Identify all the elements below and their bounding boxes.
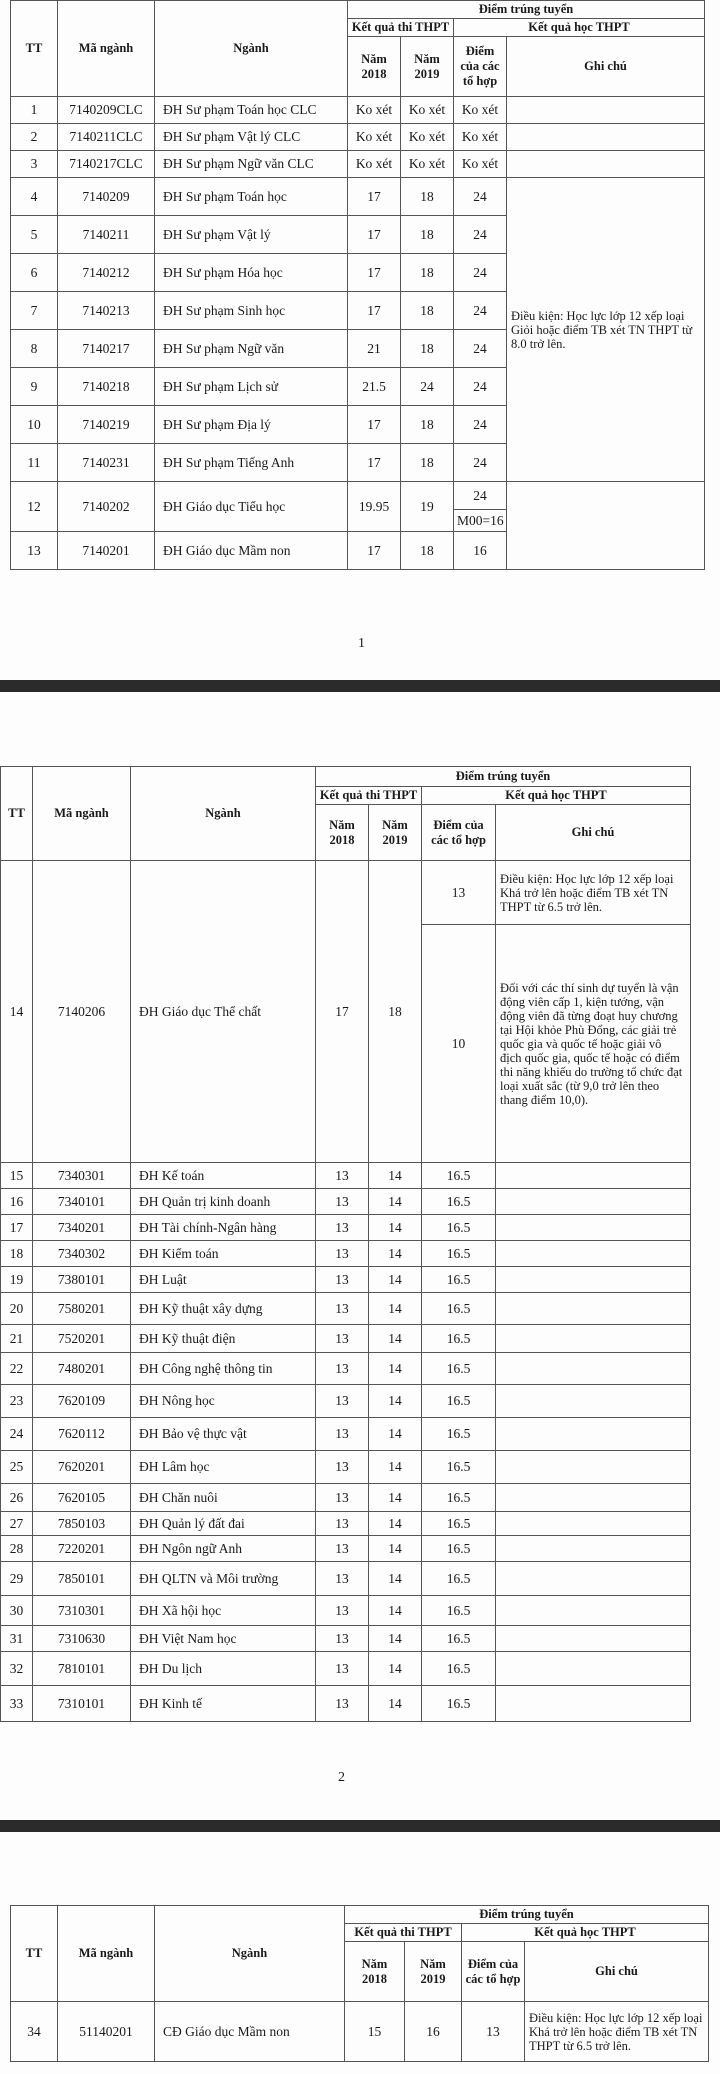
header-nam-2019: Năm 2019 xyxy=(405,1942,462,2002)
header-diem-trung-tuyen: Điểm trúng tuyển xyxy=(345,1906,709,1924)
header-tt: TT xyxy=(11,1,58,97)
header-ghi-chu: Ghi chú xyxy=(507,37,705,97)
admission-table-page-2: TT Mã ngành Ngành Điểm trúng tuyển Kết quả thi THPT Kết quả học THPT Năm 2018 Năm 2019 Điểm của các tổ hợp Ghi chú 14 7140206 ĐH Giáo dục Thể chất 17 18 13 Điều kiện: Học lực lớp 12 xếp loại Khá trở lên hoặc điểm TB xét TN THPT từ 6.5 trở lên. 10 Đối với các thí sinh dự tuyển là vận động viên cấp 1, kiện tướng, vận động viên đã từng đoạt huy chương tại Hội khỏe Phù Đổng, các giải trẻ quốc gia và quốc tế hoặc giải vô địch quốc gia, quốc tế hoặc có điểm thi năng khiếu do trường tổ chức đạt loại xuất sắc (từ 9,0 trở lên theo thang điểm 10,0). 15 7340301 ĐH Kế toán 13 14 16.5 16 7340101 ĐH Quản trị kinh doanh 13 14 16.5 17 7340201 ĐH Tài chính-Ngân hàng 13 14 16.5 18 7340302 ĐH Kiểm toán 13 14 16.5 19 7380101 ĐH Luật 13 14 16.5 20 7580201 ĐH Kỹ thuật xây dựng 13 14 16.5 21 7520201 ĐH Kỹ thuật điện 13 14 16.5 22 7480201 ĐH Công nghệ thông tin 13 14 16.5 23 7620109 ĐH Nông học 13 14 16.5 24 7620112 ĐH Bảo vệ thực vật 13 14 16.5 25 7620201 ĐH Lâm học 13 14 16.5 26 7620105 ĐH Chăn nuôi 13 14 16.5 27 7850103 ĐH Quản lý đất đai 13 14 16.5 28 7220201 ĐH Ngôn ngữ Anh 13 14 16.5 29 7850101 ĐH QLTN và Môi trường 13 14 16.5 30 7310301 ĐH Xã hội học 13 14 16.5 31 7310630 ĐH Việt Nam học 13 14 16.5 32 7810101 ĐH Du lịch 13 14 16.5 33 7310101 ĐH Kinh tế 13 14 16.5 xyxy=(0,766,691,1722)
header-diem-to-hop: Điểm của các tổ hợp xyxy=(454,37,507,97)
note-dieu-kien-kha: Điều kiện: Học lực lớp 12 xếp loại Khá trở lên hoặc điểm TB xét TN THPT từ 6.5 trở lên. xyxy=(496,861,691,925)
note-van-dong-vien: Đối với các thí sinh dự tuyển là vận động viên cấp 1, kiện tướng, vận động viên đã từng đoạt huy chương tại Hội khỏe Phù Đổng, các giải trẻ quốc gia và quốc tế hoặc giải vô địch quốc gia, quốc tế hoặc có điểm thi năng khiếu do trường tổ chức đạt loại xuất sắc (từ 9,0 trở lên theo thang điểm 10,0). xyxy=(496,925,691,1163)
table-row: 24 7620112 ĐH Bảo vệ thực vật 13 14 16.5 xyxy=(1,1418,691,1451)
admission-table-page-3 xyxy=(10,1905,709,2062)
table-row: 30 7310301 ĐH Xã hội học 13 14 16.5 xyxy=(1,1596,691,1626)
header-diem-to-hop: Điểm của các tổ hợp xyxy=(422,805,496,861)
table-row: 12 7140202 ĐH Giáo dục Tiểu học 19.95 19 24 xyxy=(11,482,705,510)
header-kq-hoc-thpt: Kết quả học THPT xyxy=(454,19,705,37)
table-row: 18 7340302 ĐH Kiểm toán 13 14 16.5 xyxy=(1,1241,691,1267)
table-row: 33 7310101 ĐH Kinh tế 13 14 16.5 xyxy=(1,1686,691,1722)
header-nam-2018: Năm 2018 xyxy=(345,1942,405,2002)
table-row: 22 7480201 ĐH Công nghệ thông tin 13 14 16.5 xyxy=(1,1353,691,1385)
header-kq-thi-thpt: Kết quả thi THPT xyxy=(316,787,422,805)
table-row: 9 7140218 ĐH Sư phạm Lịch sử 21.5 24 24 xyxy=(11,368,705,406)
document-page-1 xyxy=(0,0,720,680)
header-ma-nganh: Mã ngành xyxy=(58,1906,155,2002)
header-nganh: Ngành xyxy=(155,1,348,97)
page-number-1: 1 xyxy=(358,636,365,651)
table-row: 21 7520201 ĐH Kỹ thuật điện 13 14 16.5 xyxy=(1,1325,691,1353)
header-kq-thi-thpt: Kết quả thi THPT xyxy=(348,19,454,37)
table-row: 2 7140211CLC ĐH Sư phạm Vật lý CLC Ko xét Ko xét Ko xét xyxy=(11,124,705,151)
table-row: 10 7140219 ĐH Sư phạm Địa lý 17 18 24 xyxy=(11,406,705,444)
page-separator xyxy=(0,1820,720,1832)
table-row: 5 7140211 ĐH Sư phạm Vật lý 17 18 24 xyxy=(11,216,705,254)
header-nam-2018: Năm 2018 xyxy=(316,805,369,861)
table-row: 11 7140231 ĐH Sư phạm Tiếng Anh 17 18 24 xyxy=(11,444,705,482)
header-diem-to-hop: Điểm của các tổ hợp xyxy=(462,1942,525,2002)
table-row: 26 7620105 ĐH Chăn nuôi 13 14 16.5 xyxy=(1,1484,691,1512)
table-row: 31 7310630 ĐH Việt Nam học 13 14 16.5 xyxy=(1,1626,691,1652)
header-nganh: Ngành xyxy=(155,1906,345,2002)
header-ma-nganh: Mã ngành xyxy=(33,767,131,861)
table-row: 32 7810101 ĐH Du lịch 13 14 16.5 xyxy=(1,1652,691,1686)
table-row: 1 7140209CLC ĐH Sư phạm Toán học CLC Ko xét Ko xét Ko xét xyxy=(11,97,705,124)
table-row: 14 7140206 ĐH Giáo dục Thể chất 17 18 13 Điều kiện: Học lực lớp 12 xếp loại Khá trở lên hoặc điểm TB xét TN THPT từ 6.5 trở lên. xyxy=(1,861,691,925)
table-row: 19 7380101 ĐH Luật 13 14 16.5 xyxy=(1,1267,691,1293)
header-nam-2018: Năm 2018 xyxy=(348,37,401,97)
header-diem-trung-tuyen: Điểm trúng tuyển xyxy=(348,1,705,19)
header-nganh: Ngành xyxy=(131,767,316,861)
header-ghi-chu: Ghi chú xyxy=(525,1942,709,2002)
admission-table-page-1: TT Mã ngành Ngành Điểm trúng tuyển Kết quả thi THPT Kết quả học THPT Năm 2018 Năm 2019 Điểm của các tổ hợp Ghi chú 1 7140209CLC ĐH Sư phạm Toán học CLC Ko xét Ko xét Ko xét 2 7140211CLC ĐH Sư phạm Vật lý CLC Ko xét Ko xét Ko xét 3 7140217CLC ĐH Sư phạm Ngữ văn CLC Ko xét Ko xét Ko xét 4 7140209 ĐH Sư phạm Toán học 17 18 24 Điều kiện: Học lực lớp 12 xếp loại Giỏi hoặc điểm TB xét TN THPT từ 8.0 trở lên. 5 7140211 ĐH Sư phạm Vật lý 17 18 24 6 7140212 ĐH Sư phạm Hóa học 17 18 24 7 7140213 ĐH Sư phạm Sinh học 17 18 24 8 7140217 ĐH Sư phạm Ngữ văn 21 18 24 9 7140218 ĐH Sư phạm Lịch sử 21.5 24 24 10 7140219 ĐH Sư phạm Địa lý 17 18 24 11 7140231 ĐH Sư phạm Tiếng Anh 17 18 24 12 7140202 ĐH Giáo dục Tiểu học 19.95 19 24 M00=16 13 7140201 ĐH Giáo dục Mầm non 17 18 16 xyxy=(10,0,705,570)
header-tt: TT xyxy=(1,767,33,861)
table-row: 34 51140201 CĐ Giáo dục Mầm non 15 16 13 Điều kiện: Học lực lớp 12 xếp loại Khá trở lên hoặc điểm TB xét TN THPT từ 6.5 trở lên. xyxy=(11,2002,709,2062)
table-row: 8 7140217 ĐH Sư phạm Ngữ văn 21 18 24 xyxy=(11,330,705,368)
table-row: 13 7140201 ĐH Giáo dục Mầm non 17 18 16 xyxy=(11,532,705,570)
header-nam-2019: Năm 2019 xyxy=(401,37,454,97)
note-dieu-kien-gioi: Điều kiện: Học lực lớp 12 xếp loại Giỏi hoặc điểm TB xét TN THPT từ 8.0 trở lên. xyxy=(507,178,705,482)
table-row: 3 7140217CLC ĐH Sư phạm Ngữ văn CLC Ko xét Ko xét Ko xét xyxy=(11,151,705,178)
table-row: 7 7140213 ĐH Sư phạm Sinh học 17 18 24 xyxy=(11,292,705,330)
table-row: 17 7340201 ĐH Tài chính-Ngân hàng 13 14 16.5 xyxy=(1,1215,691,1241)
note-dieu-kien-kha-cd: Điều kiện: Học lực lớp 12 xếp loại Khá trở lên hoặc điểm TB xét TN THPT từ 6.5 trở lên. xyxy=(525,2002,709,2062)
header-kq-hoc-thpt: Kết quả học THPT xyxy=(462,1924,709,1942)
header-ma-nganh: Mã ngành xyxy=(58,1,155,97)
table-row: 20 7580201 ĐH Kỹ thuật xây dựng 13 14 16.5 xyxy=(1,1293,691,1325)
table-row: 27 7850103 ĐH Quản lý đất đai 13 14 16.5 xyxy=(1,1512,691,1536)
table-row: 29 7850101 ĐH QLTN và Môi trường 13 14 16.5 xyxy=(1,1562,691,1596)
table-row: 4 7140209 ĐH Sư phạm Toán học 17 18 24 Điều kiện: Học lực lớp 12 xếp loại Giỏi hoặc điểm TB xét TN THPT từ 8.0 trở lên. xyxy=(11,178,705,216)
table-row: 16 7340101 ĐH Quản trị kinh doanh 13 14 16.5 xyxy=(1,1189,691,1215)
page-number-2: 2 xyxy=(338,1770,345,1785)
document-page-3 xyxy=(0,1832,720,2074)
table-row: 25 7620201 ĐH Lâm học 13 14 16.5 xyxy=(1,1451,691,1484)
table-row: 15 7340301 ĐH Kế toán 13 14 16.5 xyxy=(1,1163,691,1189)
header-diem-trung-tuyen: Điểm trúng tuyển xyxy=(316,767,691,787)
document-page-2 xyxy=(0,692,720,1820)
table-row: 6 7140212 ĐH Sư phạm Hóa học 17 18 24 xyxy=(11,254,705,292)
header-tt: TT xyxy=(11,1906,58,2002)
header-kq-hoc-thpt: Kết quả học THPT xyxy=(422,787,691,805)
header-nam-2019: Năm 2019 xyxy=(369,805,422,861)
header-ghi-chu: Ghi chú xyxy=(496,805,691,861)
header-kq-thi-thpt: Kết quả thi THPT xyxy=(345,1924,462,1942)
table-row: 28 7220201 ĐH Ngôn ngữ Anh 13 14 16.5 xyxy=(1,1536,691,1562)
table-row: 23 7620109 ĐH Nông học 13 14 16.5 xyxy=(1,1385,691,1418)
page-separator xyxy=(0,680,720,692)
